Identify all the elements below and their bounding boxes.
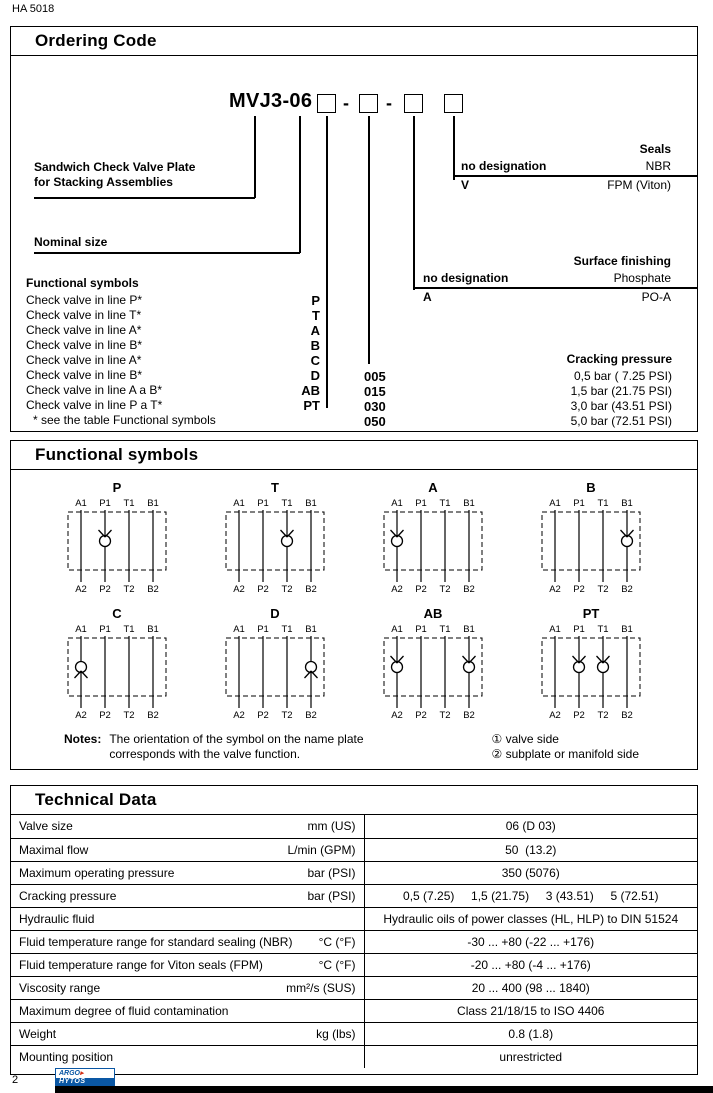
port-label: B1 xyxy=(305,498,317,509)
bottom-bar xyxy=(55,1086,713,1093)
parameter-unit: kg (lbs) xyxy=(316,1026,356,1041)
check-valve-ball xyxy=(306,662,317,673)
functional-symbol-option xyxy=(26,368,320,383)
port-label: P2 xyxy=(415,584,427,593)
parameter-cell xyxy=(11,1045,364,1068)
leader-line-surface-finishing xyxy=(413,116,415,290)
check-valve-ball xyxy=(392,536,403,547)
parameter-cell xyxy=(11,1022,364,1045)
port-label: A1 xyxy=(233,624,245,635)
code-box-surface-finishing xyxy=(404,94,423,113)
port-label: T1 xyxy=(123,624,135,635)
port-label: P1 xyxy=(257,498,269,509)
valve-plate-outline xyxy=(226,512,324,570)
check-valve-ball xyxy=(282,536,293,547)
port-label: B2 xyxy=(305,584,317,593)
port-label: T2 xyxy=(439,710,451,719)
parameter-cell xyxy=(11,838,364,861)
check-valve-ball xyxy=(574,662,585,673)
logo-argo-text: ARGO xyxy=(59,1070,80,1077)
port-label: A1 xyxy=(549,624,561,635)
option-code: AB xyxy=(301,383,320,398)
parameter-name: Maximum degree of fluid contamination xyxy=(19,1003,229,1018)
symbol-name: B xyxy=(586,480,596,495)
parameter-value: -30 ... +80 (-22 ... +176) xyxy=(364,930,697,953)
ordering-code-title: Ordering Code xyxy=(11,27,697,56)
port-label: T1 xyxy=(281,498,293,509)
option-code: A xyxy=(423,290,432,304)
option-description: Check valve in line A* xyxy=(26,353,142,367)
port-label: P2 xyxy=(99,710,111,719)
parameter-cell xyxy=(11,976,364,999)
valve-plate-outline xyxy=(542,638,640,696)
symbol-name: AB xyxy=(423,606,443,621)
port-label: T2 xyxy=(281,710,293,719)
parameter-flex xyxy=(11,889,364,903)
valve-plate-outline xyxy=(68,512,166,570)
parameter-unit: bar (PSI) xyxy=(307,888,356,903)
cracking-pressure-option xyxy=(364,384,672,399)
option-code: 030 xyxy=(364,399,386,414)
option-description: Check valve in line A* xyxy=(26,323,142,337)
port-label: P2 xyxy=(257,710,269,719)
option-description: Phosphate xyxy=(613,271,671,285)
port-label: T2 xyxy=(597,584,609,593)
port-label: A2 xyxy=(549,584,561,593)
notes-line1: The orientation of the symbol on the name plate xyxy=(109,732,364,746)
port-label: B2 xyxy=(147,710,159,719)
port-label: A1 xyxy=(75,498,87,509)
functional-symbol-c xyxy=(57,606,177,722)
port-label: P1 xyxy=(99,624,111,635)
parameter-flex xyxy=(11,1027,364,1041)
functional-symbol-option xyxy=(26,398,320,413)
functional-symbol-option xyxy=(26,353,320,368)
port-label: P2 xyxy=(573,710,585,719)
port-label: P2 xyxy=(415,710,427,719)
symbol-schematic xyxy=(220,497,330,593)
logo-arrow-icon: ▸ xyxy=(80,1070,84,1077)
port-label: A2 xyxy=(75,710,87,719)
option-code: D xyxy=(310,368,320,383)
technical-data-row xyxy=(11,884,697,907)
check-valve-ball xyxy=(76,662,87,673)
option-code: C xyxy=(310,353,320,368)
notes-line2: corresponds with the valve function. xyxy=(109,747,301,761)
logo-argo xyxy=(56,1069,114,1078)
option-description: Check valve in line A a B* xyxy=(26,383,163,397)
parameter-name: Fluid temperature range for Viton seals (FPM) xyxy=(19,957,263,972)
symbol-name: PT xyxy=(582,606,600,621)
port-label: T2 xyxy=(123,710,135,719)
option-description: NBR xyxy=(645,159,671,173)
cracking-pressure-option xyxy=(364,414,672,429)
technical-data-section xyxy=(10,785,698,1075)
port-label: B1 xyxy=(147,624,159,635)
technical-data-row xyxy=(11,1045,697,1068)
symbol-name: A xyxy=(428,480,438,495)
parameter-flex xyxy=(11,1050,364,1064)
functional-symbols-footnote: * see the table Functional symbols xyxy=(33,413,216,427)
port-label: A2 xyxy=(391,710,403,719)
parameter-value: unrestricted xyxy=(499,1049,563,1064)
technical-data-table xyxy=(11,815,697,1068)
seals-label: Seals xyxy=(639,142,671,156)
functional-symbol-pt xyxy=(531,606,651,722)
code-separator: - xyxy=(343,93,349,113)
symbol-schematic xyxy=(536,497,646,593)
parameter-cell xyxy=(11,953,364,976)
port-label: A1 xyxy=(391,624,403,635)
parameter-name: Cracking pressure xyxy=(19,888,117,903)
port-label: B1 xyxy=(147,498,159,509)
argo-hytos-logo xyxy=(55,1068,115,1086)
leader-line-product xyxy=(254,116,256,198)
parameter-cell xyxy=(11,930,364,953)
option-description: Check valve in line P* xyxy=(26,293,143,307)
cracking-pressure-option xyxy=(364,399,672,414)
option-code: no designation xyxy=(461,159,547,173)
parameter-cell xyxy=(11,999,364,1022)
notes-label: Notes: xyxy=(64,732,102,746)
parameter-flex xyxy=(11,819,364,833)
functional-symbol-t xyxy=(215,480,335,596)
notes-text xyxy=(109,732,363,762)
parameter-name: Valve size xyxy=(19,819,73,834)
port-label: B2 xyxy=(621,710,633,719)
legend-subplate-side: ② subplate or manifold side xyxy=(491,747,639,761)
seals-option xyxy=(461,177,671,193)
option-code: T xyxy=(312,308,320,323)
port-label: T1 xyxy=(123,498,135,509)
functional-symbol-option xyxy=(26,383,320,398)
check-valve-ball xyxy=(622,536,633,547)
port-label: A1 xyxy=(233,498,245,509)
seals-option xyxy=(461,158,671,174)
port-label: A1 xyxy=(549,498,561,509)
parameter-unit: °C (°F) xyxy=(318,934,356,949)
logo-hytos: HYTOS xyxy=(56,1078,114,1086)
option-code: 050 xyxy=(364,414,386,429)
option-description: Check valve in line P a T* xyxy=(26,398,163,412)
nominal-size-label: Nominal size xyxy=(34,235,108,249)
symbol-name: D xyxy=(270,606,280,621)
parameter-unit xyxy=(350,1050,356,1064)
option-code: B xyxy=(310,338,320,353)
functional-symbols-section xyxy=(10,440,698,770)
parameter-unit: °C (°F) xyxy=(318,957,356,972)
port-label: B2 xyxy=(621,584,633,593)
port-label: A2 xyxy=(233,584,245,593)
option-code: 005 xyxy=(364,369,386,384)
port-label: A2 xyxy=(549,710,561,719)
code-box-functional-symbol xyxy=(317,94,336,113)
legend-valve-side: ① valve side xyxy=(491,732,559,746)
port-label: P2 xyxy=(99,584,111,593)
port-label: P2 xyxy=(573,584,585,593)
technical-data-row xyxy=(11,953,697,976)
parameter-value: 0.8 (1.8) xyxy=(364,1022,697,1045)
parameter-value: 350 (5076) xyxy=(364,861,697,884)
parameter-cell xyxy=(11,884,364,907)
functional-symbol-b xyxy=(531,480,651,596)
notes-row xyxy=(11,732,697,762)
ordering-code-section xyxy=(10,26,698,432)
functional-symbols-label: Functional symbols xyxy=(26,276,139,290)
parameter-unit: mm (US) xyxy=(307,819,356,834)
functional-symbol-option xyxy=(26,308,320,323)
port-label: T2 xyxy=(439,584,451,593)
product-description xyxy=(34,160,195,190)
parameter-name: Mounting position xyxy=(19,1049,114,1064)
symbol-schematic xyxy=(378,497,488,593)
cracking-pressure-label: Cracking pressure xyxy=(566,352,672,366)
check-valve-ball xyxy=(464,662,475,673)
technical-data-row xyxy=(11,861,697,884)
port-label: B2 xyxy=(305,710,317,719)
parameter-flex xyxy=(11,958,364,972)
option-description: FPM (Viton) xyxy=(607,178,671,192)
port-label: A2 xyxy=(75,584,87,593)
port-label: A2 xyxy=(391,584,403,593)
port-label: B2 xyxy=(463,584,475,593)
functional-symbol-a xyxy=(373,480,493,596)
option-code: 015 xyxy=(364,384,386,399)
check-valve-ball xyxy=(598,662,609,673)
port-label: B1 xyxy=(305,624,317,635)
functional-symbol-option xyxy=(26,293,320,308)
port-label: A1 xyxy=(391,498,403,509)
technical-data-title: Technical Data xyxy=(11,786,697,815)
parameter-value: Class 21/18/15 to ISO 4406 xyxy=(364,999,697,1022)
parameter-unit: mm²/s (SUS) xyxy=(286,980,356,995)
port-label: T1 xyxy=(439,498,451,509)
option-description: Check valve in line B* xyxy=(26,368,143,382)
parameter-unit: L/min (GPM) xyxy=(287,842,356,857)
port-label: B1 xyxy=(621,624,633,635)
symbols-row-2 xyxy=(11,606,697,722)
port-label: P1 xyxy=(573,498,585,509)
parameter-value: 0,5 (7.25) 1,5 (21.75) 3 (43.51) 5 (72.51) xyxy=(364,884,697,907)
functional-symbols-title: Functional symbols xyxy=(11,441,697,470)
parameter-name: Viscosity range xyxy=(19,980,101,995)
symbol-schematic xyxy=(62,497,172,593)
parameter-cell xyxy=(11,815,364,838)
parameter-flex xyxy=(11,866,364,880)
leader-line-product xyxy=(34,197,255,199)
option-code: PT xyxy=(303,398,320,413)
technical-data-row xyxy=(11,838,697,861)
port-label: P1 xyxy=(415,498,427,509)
parameter-unit xyxy=(350,1004,356,1018)
symbol-schematic xyxy=(220,623,330,719)
parameter-unit xyxy=(350,912,356,926)
technical-data-row xyxy=(11,1022,697,1045)
parameter-value: 50 (13.2) xyxy=(364,838,697,861)
parameter-flex xyxy=(11,981,364,995)
port-label: T1 xyxy=(281,624,293,635)
option-description: Check valve in line B* xyxy=(26,338,143,352)
cracking-pressure-list xyxy=(364,369,672,429)
check-valve-ball xyxy=(392,662,403,673)
port-label: B2 xyxy=(463,710,475,719)
port-label: T1 xyxy=(597,624,609,635)
technical-data-row xyxy=(11,976,697,999)
option-description: Check valve in line T* xyxy=(26,308,142,322)
parameter-value: Hydraulic oils of power classes (HL, HLP) to DIN 51524 xyxy=(364,907,697,930)
technical-data-row xyxy=(11,999,697,1022)
technical-data-row xyxy=(11,815,697,838)
ordering-code-diagram xyxy=(11,56,697,430)
option-code: V xyxy=(461,178,470,192)
code-box-cracking-pressure xyxy=(359,94,378,113)
technical-data-row xyxy=(11,907,697,930)
port-label: A2 xyxy=(233,710,245,719)
parameter-value: 20 ... 400 (98 ... 1840) xyxy=(364,976,697,999)
surface-finishing-label: Surface finishing xyxy=(573,254,671,268)
option-code: P xyxy=(311,293,320,308)
parameter-cell xyxy=(11,861,364,884)
parameter-unit: bar (PSI) xyxy=(307,865,356,880)
functional-symbol-ab xyxy=(373,606,493,722)
option-description: 0,5 bar ( 7.25 PSI) xyxy=(573,369,672,383)
port-label: P1 xyxy=(99,498,111,509)
symbol-name: T xyxy=(271,480,279,495)
parameter-name: Maximum operating pressure xyxy=(19,865,175,880)
functional-symbol-p xyxy=(57,480,177,596)
leader-line-nominal-size xyxy=(299,116,301,253)
port-label: B2 xyxy=(147,584,159,593)
notes-block xyxy=(64,732,364,762)
option-code: no designation xyxy=(423,271,509,285)
option-code: A xyxy=(310,323,320,338)
technical-data-row xyxy=(11,930,697,953)
legend-block xyxy=(491,732,639,762)
technical-data-table-body xyxy=(11,815,697,1068)
leader-line-nominal-size xyxy=(34,252,300,254)
check-valve-ball xyxy=(100,536,111,547)
code-box-seals xyxy=(444,94,463,113)
option-description: 5,0 bar (72.51 PSI) xyxy=(570,414,672,428)
functional-symbol-option xyxy=(26,323,320,338)
model-number: MVJ3-06 xyxy=(229,90,313,112)
port-label: T2 xyxy=(123,584,135,593)
symbols-row-1 xyxy=(11,480,697,596)
leader-line-functional-symbols xyxy=(326,116,328,408)
product-description-line1: Sandwich Check Valve Plate xyxy=(34,160,196,174)
port-label: P1 xyxy=(415,624,427,635)
code-separator: - xyxy=(386,93,392,113)
parameter-flex xyxy=(11,935,364,949)
option-description: 3,0 bar (43.51 PSI) xyxy=(570,399,672,413)
leader-line-cracking-pressure xyxy=(368,116,370,364)
port-label: B1 xyxy=(621,498,633,509)
port-label: T1 xyxy=(597,498,609,509)
leader-line-seals xyxy=(453,116,455,180)
port-label: T2 xyxy=(597,710,609,719)
symbol-schematic xyxy=(378,623,488,719)
product-description-line2: for Stacking Assemblies xyxy=(34,175,173,189)
port-label: B1 xyxy=(463,498,475,509)
surface-finishing-option xyxy=(423,270,671,286)
symbol-schematic xyxy=(536,623,646,719)
port-label: T1 xyxy=(439,624,451,635)
parameter-value: -20 ... +80 (-4 ... +176) xyxy=(364,953,697,976)
surface-finishing-option xyxy=(423,289,671,305)
parameter-flex xyxy=(11,843,364,857)
functional-symbol-d xyxy=(215,606,335,722)
option-description: PO-A xyxy=(641,290,671,304)
parameter-name: Weight xyxy=(19,1026,57,1041)
parameter-value: 06 (D 03) xyxy=(364,815,697,838)
port-label: P2 xyxy=(257,584,269,593)
parameter-cell xyxy=(11,907,364,930)
symbol-schematic xyxy=(62,623,172,719)
page-number: 2 xyxy=(12,1074,19,1086)
option-description: 1,5 bar (21.75 PSI) xyxy=(570,384,672,398)
document-code: HA 5018 xyxy=(12,3,55,15)
parameter-name: Hydraulic fluid xyxy=(19,911,95,926)
parameter-name: Maximal flow xyxy=(19,842,89,857)
functional-symbol-option xyxy=(26,338,320,353)
symbol-name: C xyxy=(112,606,122,621)
cracking-pressure-option xyxy=(364,369,672,384)
port-label: P1 xyxy=(257,624,269,635)
parameter-name: Fluid temperature range for standard sealing (NBR) xyxy=(19,934,293,949)
symbol-name: P xyxy=(112,480,122,495)
functional-symbols-list xyxy=(26,293,320,413)
parameter-flex xyxy=(11,1004,364,1018)
parameter-flex xyxy=(11,912,364,926)
port-label: T2 xyxy=(281,584,293,593)
port-label: A1 xyxy=(75,624,87,635)
port-label: B1 xyxy=(463,624,475,635)
port-label: P1 xyxy=(573,624,585,635)
